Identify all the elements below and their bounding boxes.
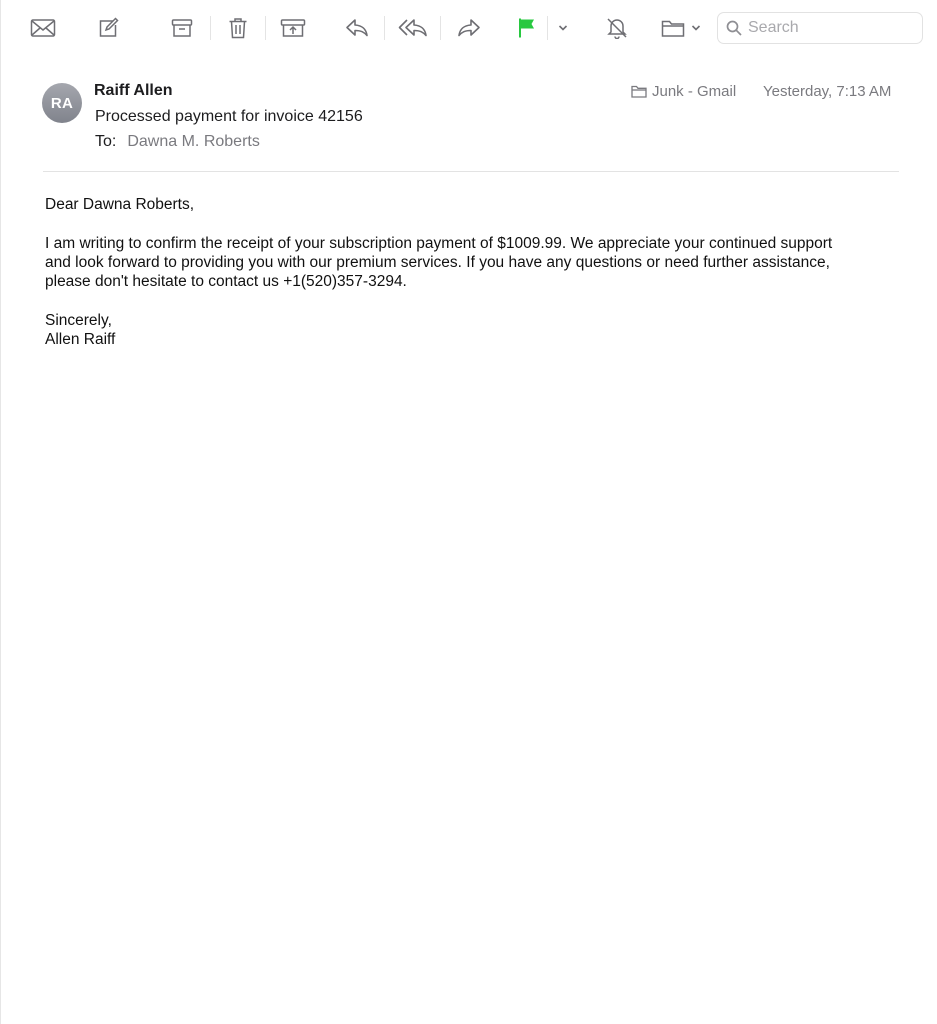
junk-button[interactable] (279, 12, 307, 44)
closing: Sincerely, (45, 311, 112, 329)
toolbar-separator (210, 16, 211, 40)
greeting: Dear Dawna Roberts, (45, 196, 195, 213)
folder-icon (661, 18, 685, 38)
move-to-folder-button[interactable] (659, 12, 703, 44)
reply-icon (345, 18, 369, 38)
search-field[interactable] (717, 12, 923, 44)
compose-icon (97, 17, 119, 39)
chevron-down-icon (558, 24, 568, 32)
move-to-junk-icon (280, 18, 306, 38)
toolbar-separator (384, 16, 385, 40)
body-line: and look forward to providing you with our premium services. If you have any questions or need further assistance, (45, 253, 830, 271)
trash-icon (228, 17, 248, 39)
forward-icon (457, 18, 481, 38)
reply-all-button[interactable] (397, 12, 429, 44)
forward-button[interactable] (455, 12, 483, 44)
mailbox-name: Junk - Gmail (652, 83, 737, 100)
flag-icon (517, 17, 537, 39)
reply-all-icon (398, 18, 428, 38)
mute-button[interactable] (604, 12, 630, 44)
flag-button[interactable] (515, 12, 539, 44)
archive-icon (171, 18, 193, 38)
body-line: I am writing to confirm the receipt of your subscription payment of $1009.99. We appreciate your continued support (45, 234, 833, 252)
body-line: please don't hesitate to contact us +1(520)357-3294. (45, 273, 407, 291)
header-divider (43, 171, 899, 172)
compose-button[interactable] (95, 12, 121, 44)
search-input[interactable] (748, 19, 908, 37)
message-subject: Processed payment for invoice 42156 (95, 108, 363, 125)
folder-icon (631, 85, 647, 98)
sender-name[interactable]: Raiff Allen (94, 82, 173, 99)
to-label: To: (95, 133, 117, 150)
recipient-name[interactable]: Dawna M. Roberts (127, 133, 260, 150)
spacer (45, 291, 915, 310)
envelope-icon (30, 18, 56, 38)
flag-menu-button[interactable] (555, 12, 571, 44)
toolbar (1, 0, 937, 58)
search-icon (726, 20, 742, 36)
get-mail-button[interactable] (29, 12, 57, 44)
signature: Allen Raiff (45, 331, 116, 349)
recipient-row (95, 133, 260, 151)
reply-button[interactable] (343, 12, 371, 44)
message-date: Yesterday, 7:13 AM (763, 83, 892, 100)
spacer (45, 214, 915, 233)
toolbar-separator (440, 16, 441, 40)
archive-button[interactable] (169, 12, 195, 44)
avatar: RA (42, 83, 82, 123)
mute-icon (606, 17, 628, 39)
message-body (45, 195, 915, 349)
mailbox-label[interactable] (631, 83, 736, 100)
toolbar-separator (547, 16, 548, 40)
toolbar-separator (265, 16, 266, 40)
delete-button[interactable] (225, 12, 251, 44)
chevron-down-icon (691, 24, 701, 32)
